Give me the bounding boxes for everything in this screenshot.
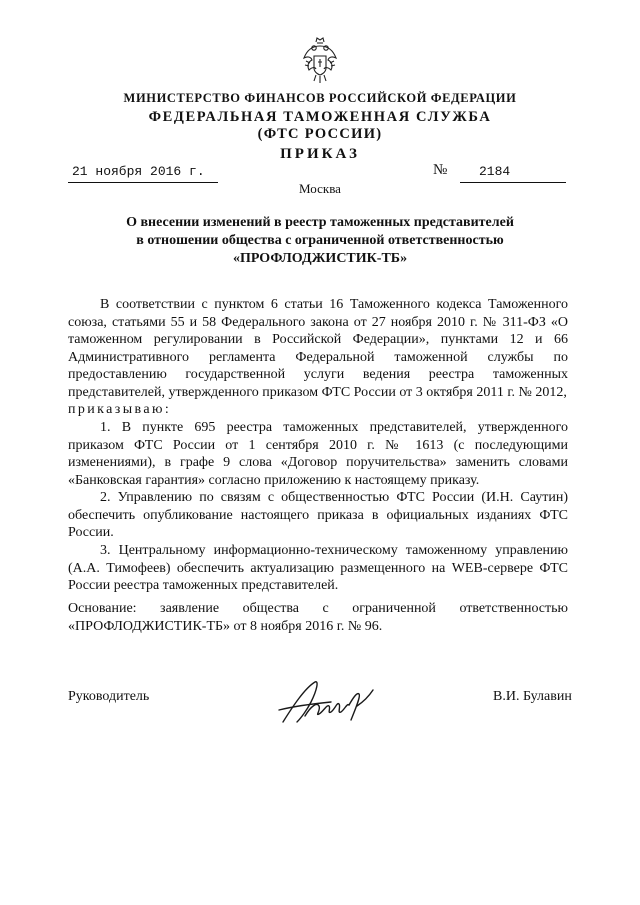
title-line-3: «ПРОФЛОДЖИСТИК-ТБ» (232, 251, 408, 266)
number-sign: № (433, 162, 448, 178)
order-word: приказываю: (68, 402, 172, 417)
basis-paragraph: Основание: заявление общества с ограниченной ответственностью «ПРОФЛОДЖИСТИК-ТБ» от 8 ноября 2016 г. № 96. (68, 601, 568, 634)
signatory-position: Руководитель (68, 689, 150, 704)
document-type: ПРИКАЗ (280, 146, 360, 162)
service-short-name: (ФТС РОССИИ) (257, 126, 383, 142)
title-line-1: О внесении изменений в реестр таможенных представителей (126, 215, 514, 230)
service-name: ФЕДЕРАЛЬНАЯ ТАМОЖЕННАЯ СЛУЖБА (148, 109, 492, 125)
order-item-2: 2. Управлению по связям с общественностью ФТС России (И.Н. Саутин) обеспечить опубликование настоящего приказа в официальных изданиях ФТС России. (68, 490, 568, 540)
signatory-name: В.И. Булавин (493, 689, 572, 704)
order-date: 21 ноября 2016 г. (72, 164, 205, 179)
preamble-text: В соответствии с пунктом 6 статьи 16 Таможенного кодекса Таможенного союза, статьями 55 и 58 Федерального закона от 27 ноября 2010 г. № 311-ФЗ «О таможенном регулировании в Российской Федерации», пунктами 12 и 66 Административного регламента Федеральной таможенной службы по предоставлению государственной услуги ведения реестра таможенных представителей, утвержденного приказом ФТС России от 3 октября 2011 г. № 2012, (68, 297, 568, 400)
coat-of-arms-icon (302, 34, 338, 86)
order-item-3: 3. Центральному информационно-техническому таможенному управлению (А.А. Тимофеев) обеспечить актуализацию размещенного на WEB-сервере ФТС России реестра таможенных представителей. (68, 543, 568, 593)
ministry-name: МИНИСТЕРСТВО ФИНАНСОВ РОССИЙСКОЙ ФЕДЕРАЦИИ (123, 91, 517, 105)
handwritten-signature (275, 676, 385, 730)
order-number: 2184 (479, 164, 511, 179)
preamble-paragraph (68, 296, 568, 419)
title-line-2: в отношении общества с ограниченной ответственностью (136, 233, 504, 248)
city: Москва (299, 181, 341, 196)
order-item-1: 1. В пункте 695 реестра таможенных представителей, утвержденного приказом ФТС России от 1 сентября 2010 г. № 1613 (с последующими изменениями), в графе 9 слова «Договор поручительства» заменить словами «Банковская гарантия» согласно приложению к настоящему приказу. (68, 420, 568, 488)
